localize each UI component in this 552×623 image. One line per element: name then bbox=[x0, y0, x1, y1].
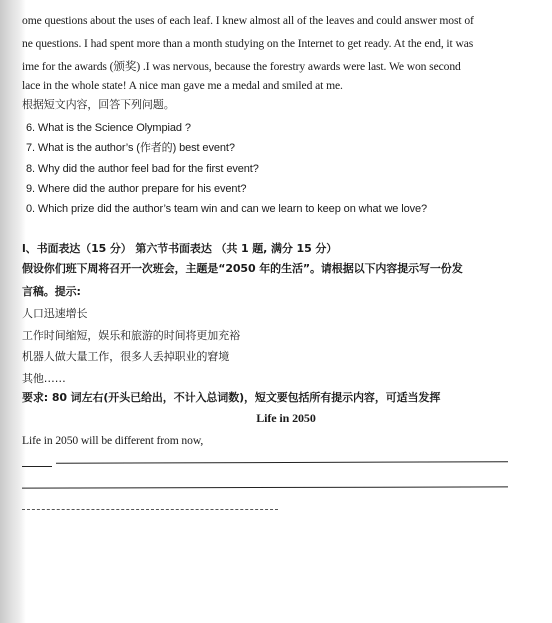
question-8: 8. Why did the author feel bad for the first event? bbox=[26, 163, 259, 175]
writing-section-heading: l、书面表达（15 分） 第六节书面表达 （共 1 题, 满分 15 分） bbox=[22, 242, 338, 255]
exam-page bbox=[20, 0, 552, 623]
passage-line-2: ne questions. I had spent more than a month studying on the Internet to get ready. At the end, it was bbox=[22, 37, 474, 50]
hint-2: 工作时间缩短，娱乐和旅游的时间将更加充裕 bbox=[22, 329, 240, 342]
reading-instruction: 根据短文内容，回答下列问题。 bbox=[22, 98, 175, 111]
answer-line-1a bbox=[22, 466, 52, 467]
hint-3: 机器人做大量工作，很多人丢掉职业的窘境 bbox=[22, 350, 230, 363]
answer-line-1b bbox=[56, 461, 508, 464]
hint-4: 其他…… bbox=[22, 372, 66, 385]
question-10: 0. Which prize did the author’s team win and can we learn to keep on what we love? bbox=[26, 203, 428, 215]
passage-line-3: ime for the awards (颁奖) .I was nervous, because the forestry awards were last. We won second bbox=[22, 60, 461, 73]
question-7: 7. What is the author’s (作者的) best event? bbox=[26, 142, 235, 154]
writing-requirement: 要求: 80 词左右(开头已给出，不计入总词数)，短文要包括所有提示内容，可适当发挥 bbox=[22, 391, 441, 404]
question-9: 9. Where did the author prepare for his event? bbox=[26, 183, 247, 195]
passage-line-4: lace in the whole state! A nice man gave me a medal and smiled at me. bbox=[22, 79, 343, 92]
passage-line-1: ome questions about the uses of each leaf. I knew almost all of the leaves and could answer most of bbox=[22, 14, 474, 27]
question-6: 6. What is the Science Olympiad ? bbox=[26, 122, 191, 134]
writing-prompt-line-2: 言稿。提示: bbox=[22, 285, 81, 298]
writing-prompt-line-1: 假设你们班下周将召开一次班会，主题是“2050 年的生活”。请根据以下内容提示写一份发 bbox=[22, 262, 463, 275]
answer-line-3 bbox=[22, 509, 278, 510]
answer-line-2 bbox=[22, 486, 508, 488]
essay-opening: Life in 2050 will be different from now, bbox=[22, 434, 204, 447]
essay-title: Life in 2050 bbox=[256, 411, 316, 425]
hint-1: 人口迅速增长 bbox=[22, 307, 88, 320]
